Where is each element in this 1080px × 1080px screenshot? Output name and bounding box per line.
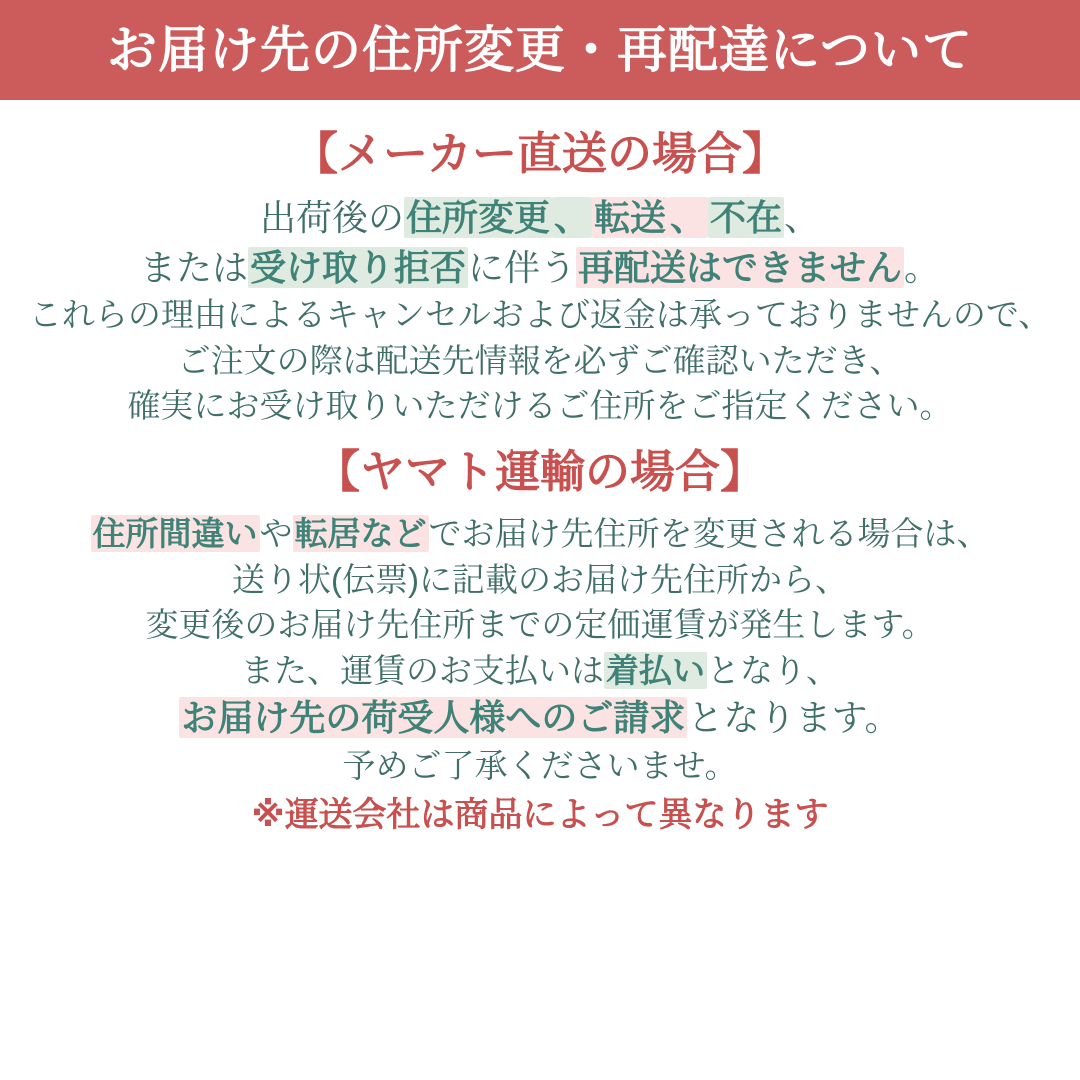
text-line: ご注文の際は配送先情報を必ずご確認いただき、 [177,341,903,379]
text-span: また、運賃のお支払いは [241,651,604,689]
text-span: となり、 [707,651,839,689]
text-span: でお届け先住所を変更される場合は、 [428,515,990,553]
highlight-span: 再配送はできません [578,246,903,288]
text-line [14,694,1066,742]
text-line: 確実にお受け取りいただけるご住所をご指定ください。 [127,387,953,425]
highlight-span: 住所変更 [405,197,550,239]
text-span: に伴う [467,246,576,288]
highlight-span: 着払い [606,651,705,689]
text-line: 変更後のお届け先住所までの定価運賃が発生します。 [145,606,935,644]
highlight-span: 不在 [710,197,783,239]
page-header [0,0,1080,100]
text-span: または [139,246,248,288]
text-span: や [259,515,293,553]
text-span: 、 [784,197,821,239]
highlight-span: 、 [670,197,707,239]
text-line [14,194,1066,242]
highlight-span: 、 [553,197,590,239]
page-title: お届け先の住所変更・再配達について [107,22,973,78]
highlight-span: お届け先の荷受人様へのご請求 [181,697,686,739]
text-line [14,512,1066,556]
text-span: となります。 [687,697,901,739]
section-title-maker-direct: 【メーカー直送の場合】 [292,128,788,179]
notice-content [0,100,1080,836]
text-line: 送り状(伝票)に記載のお届け先住所から、 [232,560,848,598]
text-line [14,649,1066,693]
section-title-yamato: 【ヤマト運輸の場合】 [314,445,765,497]
highlight-span: 転送 [593,197,666,239]
highlight-span: 受け取り拒否 [249,246,466,288]
text-line: 予めご了承くださいませ。 [342,746,738,784]
footer-note: ※運送会社は商品によって異なります [251,796,829,835]
text-line [14,244,1066,292]
text-line: これらの理由によるキャンセルおよび返金は承っておりませんので、 [28,296,1052,334]
section-yamato [14,444,1066,788]
highlight-span: 転居など [294,515,427,553]
section-maker-direct [14,126,1066,428]
text-span: 出荷後の [259,197,404,239]
highlight-span: 住所間違い [92,515,258,553]
text-span: 。 [904,246,941,288]
